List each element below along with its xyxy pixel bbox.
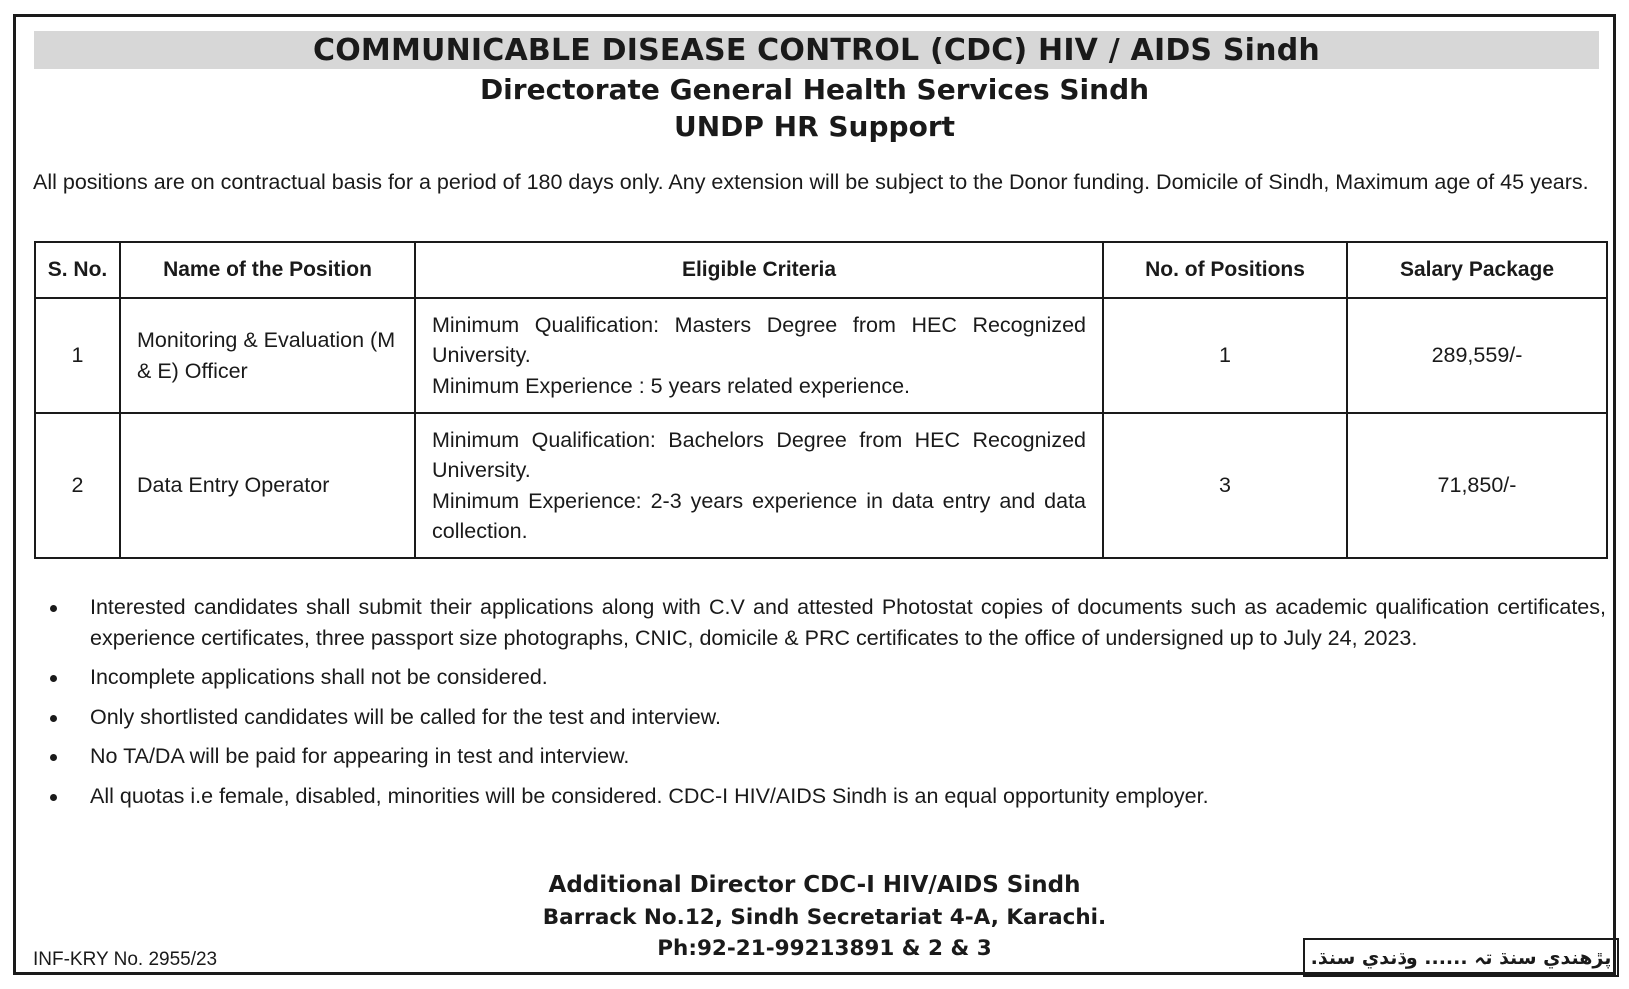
list-item — [34, 702, 1606, 733]
instructions-list — [34, 592, 1606, 820]
column-header-position: Name of the Position — [120, 242, 415, 298]
column-header-sno: S. No. — [35, 242, 120, 298]
title-banner — [34, 31, 1599, 69]
intro-paragraph: All positions are on contractual basis for a period of 180 days only. Any extension will be subject to the Donor funding. Domicile of Sindh, Maximum age of 45 years. — [33, 170, 1589, 194]
column-header-positions-count: No. of Positions — [1103, 242, 1347, 298]
bullet-icon — [50, 605, 57, 612]
list-item-text: Only shortlisted candidates will be called for the test and interview. — [90, 704, 721, 729]
list-item-text: Incomplete applications shall not be considered. — [90, 665, 548, 689]
slogan-stamp: پڙهندي سنڌ تہ ...... وڌندي سنڌ. — [1303, 938, 1619, 977]
bullet-icon — [50, 675, 57, 682]
signature-address: Barrack No.12, Sindh Secretariat 4-A, Karachi. — [542, 905, 1107, 930]
criteria-experience: Minimum Experience : 5 years related experience. — [432, 373, 910, 398]
list-item — [34, 662, 1606, 693]
advertisement-frame — [13, 14, 1616, 975]
signature-phone: Ph:92-21-99213891 & 2 & 3 — [657, 936, 992, 961]
list-item — [34, 592, 1606, 653]
cell-positions-count: 3 — [1103, 413, 1347, 558]
cell-position-name: Monitoring & Evaluation (M & E) Officer — [120, 298, 415, 413]
column-header-salary: Salary Package — [1347, 242, 1607, 298]
criteria-experience: Minimum Experience: 2-3 years experience in data entry and data collection. — [432, 488, 1086, 543]
subtitle-directorate: Directorate General Health Services Sindh — [479, 73, 1150, 106]
column-header-criteria: Eligible Criteria — [415, 242, 1103, 298]
table-header-row — [35, 242, 1607, 298]
criteria-qualification: Minimum Qualification: Masters Degree from HEC Recognized University. — [432, 312, 1086, 368]
cell-sno: 2 — [35, 413, 120, 558]
list-item — [34, 781, 1606, 812]
cell-sno: 1 — [35, 298, 120, 413]
bullet-icon — [50, 715, 57, 722]
page-title: COMMUNICABLE DISEASE CONTROL (CDC) HIV / AIDS Sindh — [313, 32, 1320, 68]
cell-salary: 71,850/- — [1347, 413, 1607, 558]
reference-number: INF-KRY No. 2955/23 — [33, 949, 218, 970]
criteria-qualification: Minimum Qualification: Bachelors Degree from HEC Recognized University. — [432, 427, 1086, 482]
list-item — [34, 741, 1606, 772]
table-row — [35, 413, 1607, 558]
cell-criteria — [415, 413, 1103, 558]
signature-office: Additional Director CDC-I HIV/AIDS Sindh — [548, 872, 1081, 898]
subtitle-support: UNDP HR Support — [673, 110, 956, 143]
cell-salary: 289,559/- — [1347, 298, 1607, 413]
table-row — [35, 298, 1607, 413]
list-item-text: All quotas i.e female, disabled, minorities will be considered. CDC-I HIV/AIDS Sindh is an equal opportunity employer. — [90, 783, 1209, 808]
bullet-icon — [50, 794, 57, 801]
cell-position-name: Data Entry Operator — [120, 413, 415, 558]
cell-positions-count: 1 — [1103, 298, 1347, 413]
cell-criteria — [415, 298, 1103, 413]
list-item-text: No TA/DA will be paid for appearing in test and interview. — [90, 744, 630, 768]
bullet-icon — [50, 754, 57, 761]
positions-table — [34, 241, 1608, 559]
list-item-text: Interested candidates shall submit their applications along with C.V and attested Photostat copies of documents such as academic qualification certificates, experience certificates, three passport size photographs, CNIC, domicile & PRC certificates to the office of undersigned up to July 24, 2023. — [90, 595, 1606, 650]
